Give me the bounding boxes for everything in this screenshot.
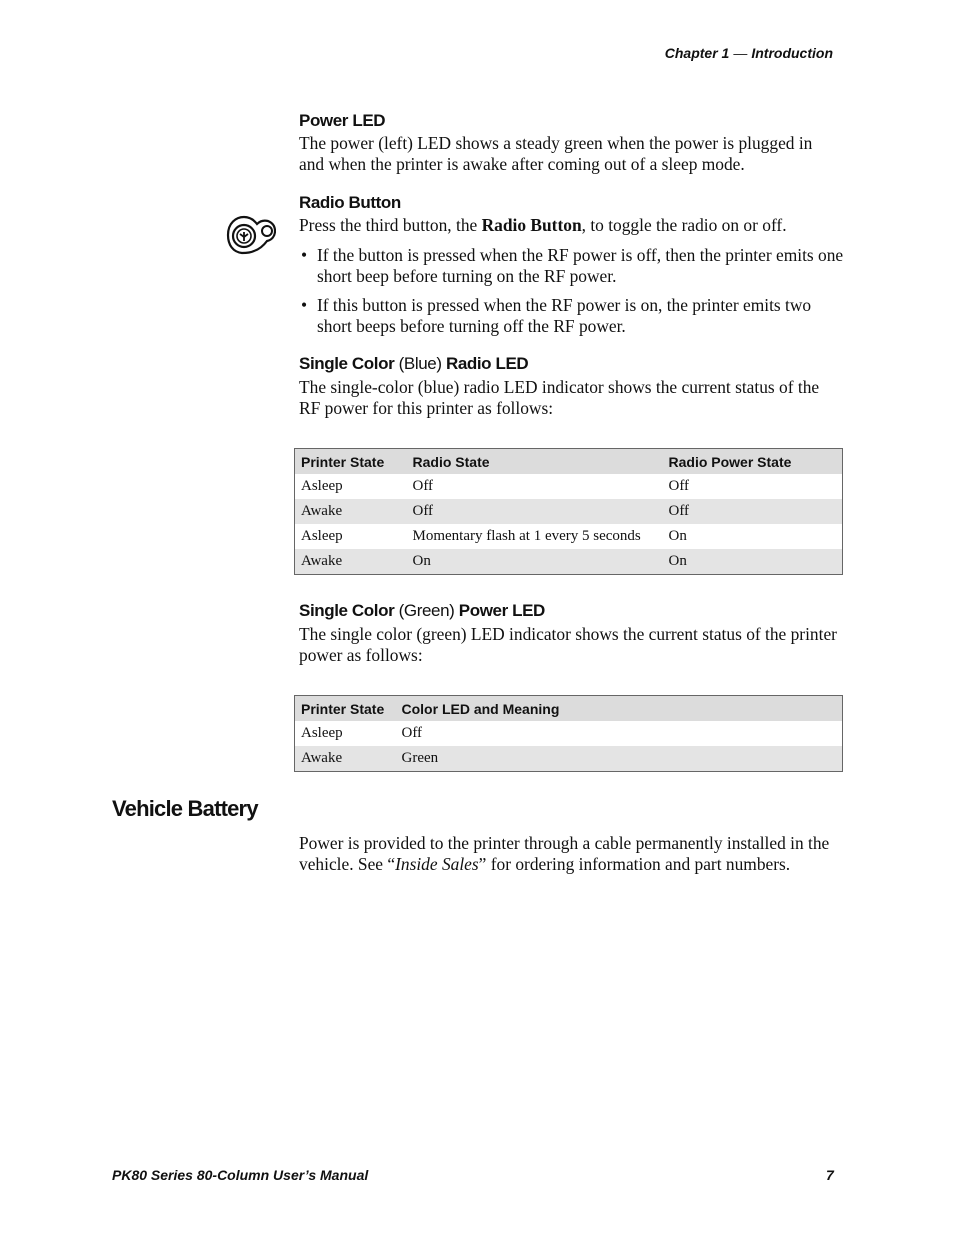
table-cell: Off xyxy=(396,721,843,746)
page-number: 7 xyxy=(826,1167,834,1183)
table-cell: Momentary flash at 1 every 5 seconds xyxy=(407,524,663,549)
heading-part: Single Color xyxy=(299,601,395,620)
power-led-text: The power (left) LED shows a steady green when the power is plugged in and when the printer is awake after coming out of a sleep mode. xyxy=(299,133,813,174)
inside-sales-reference: Inside Sales xyxy=(395,853,479,874)
radio-led-table xyxy=(294,448,843,575)
table-cell: Off xyxy=(663,499,843,524)
table-cell: Awake xyxy=(295,499,407,524)
column-header: Printer State xyxy=(295,696,396,722)
power-led-green-heading xyxy=(299,601,545,621)
table-cell: Off xyxy=(407,499,663,524)
table-row xyxy=(295,746,843,772)
power-led-heading: Power LED xyxy=(299,111,386,130)
bullet-dot: • xyxy=(301,295,308,315)
heading-part: (Green) xyxy=(398,601,455,620)
intro-suffix: , to toggle the radio on or off. xyxy=(581,215,787,235)
table-cell: On xyxy=(407,549,663,575)
bullet-text: If the button is pressed when the RF power is off, then the printer emits one short beep before turning on the RF power. xyxy=(317,245,844,286)
table-row xyxy=(295,499,843,524)
radio-button-intro xyxy=(299,215,839,236)
intro-prefix: Press the third button, the xyxy=(299,215,482,235)
table-row xyxy=(295,549,843,575)
intro-bold: Radio Button xyxy=(481,215,582,235)
table-row xyxy=(295,474,843,499)
footer-manual-title: PK80 Series 80-Column User’s Manual xyxy=(112,1167,369,1183)
table-cell: Off xyxy=(663,474,843,499)
column-header: Printer State xyxy=(295,449,407,475)
table-row xyxy=(295,524,843,549)
table-cell: Awake xyxy=(295,746,396,772)
heading-part: (Blue) xyxy=(398,354,442,373)
heading-part: Radio LED xyxy=(445,354,529,373)
power-led-table xyxy=(294,695,843,772)
bullet-dot: • xyxy=(301,245,308,265)
table-row xyxy=(295,721,843,746)
table-header-row xyxy=(295,696,843,722)
table-cell: On xyxy=(663,549,843,575)
vehicle-battery-text xyxy=(299,833,844,874)
column-header: Color LED and Meaning xyxy=(396,696,843,722)
running-header xyxy=(665,45,833,61)
table-cell: Green xyxy=(396,746,843,772)
power-led-green-text: The single color (green) LED indicator shows the current status of the printer power as follows: xyxy=(299,624,837,665)
radio-led-heading xyxy=(299,354,528,374)
column-header: Radio Power State xyxy=(663,449,843,475)
table-header-row xyxy=(295,449,843,475)
text-prefix: Power is provided to the printer through a cable permanently installed in the vehicle. See “ xyxy=(299,833,830,874)
radio-led-text: The single-color (blue) radio LED indicator shows the current status of the RF power for this printer as follows: xyxy=(299,377,820,418)
header-section: Introduction xyxy=(751,45,833,61)
table-cell: Awake xyxy=(295,549,407,575)
table-cell: Asleep xyxy=(295,474,407,499)
heading-part: Single Color xyxy=(299,354,395,373)
heading-part: Power LED xyxy=(458,601,545,620)
table-cell: On xyxy=(663,524,843,549)
text-suffix: ” for ordering information and part numbers. xyxy=(478,853,791,874)
radio-button-heading: Radio Button xyxy=(299,193,401,212)
header-chapter: Chapter 1 xyxy=(664,45,730,61)
table-cell: Asleep xyxy=(295,721,396,746)
column-header: Radio State xyxy=(407,449,663,475)
radio-button-icon xyxy=(224,215,276,255)
vehicle-battery-heading: Vehicle Battery xyxy=(112,796,258,821)
table-cell: Off xyxy=(407,474,663,499)
table-cell: Asleep xyxy=(295,524,407,549)
header-separator: — xyxy=(733,45,748,61)
bullet-text: If this button is pressed when the RF power is on, the printer emits two short beeps before turning off the RF power. xyxy=(317,295,812,336)
